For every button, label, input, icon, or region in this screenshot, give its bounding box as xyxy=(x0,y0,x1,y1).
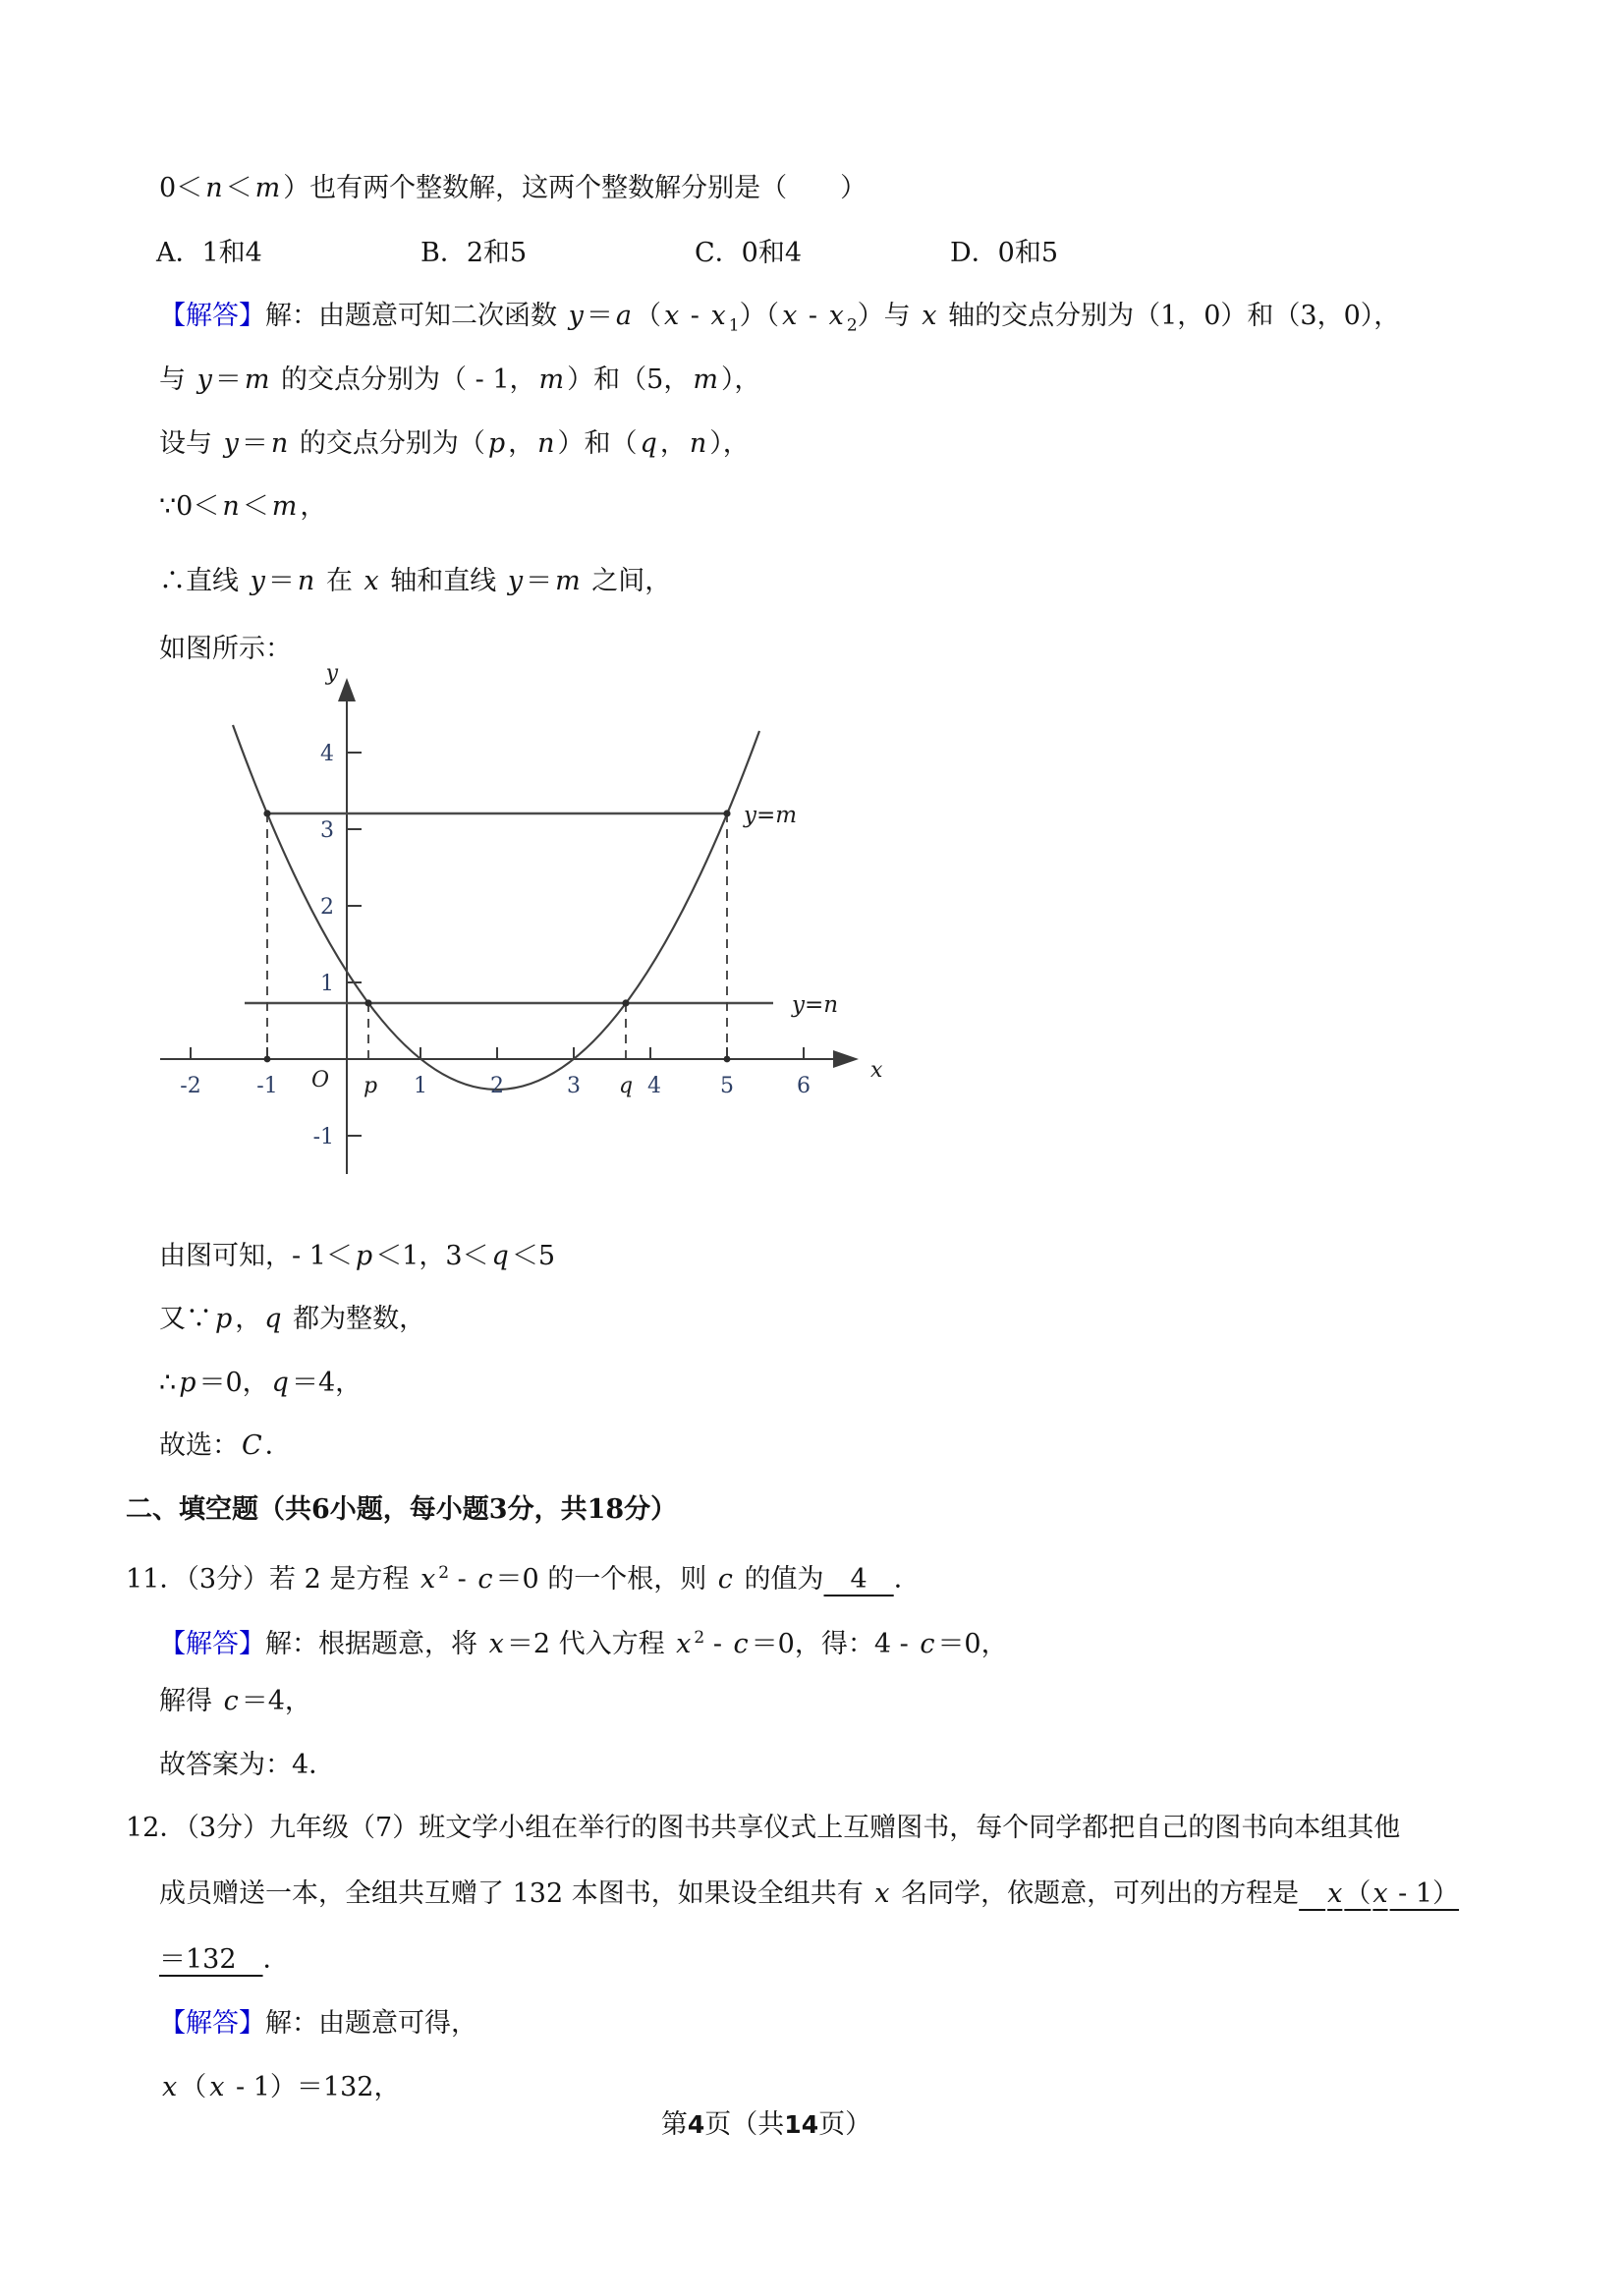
line-answer11-1 xyxy=(159,1618,1008,1664)
text-segment-p: 页（共 xyxy=(704,2109,785,2140)
text-segment-p: ． xyxy=(262,1944,290,1975)
text-segment-sup: 2 xyxy=(438,1563,450,1583)
text-segment-p: ∴ xyxy=(159,1368,177,1398)
text-segment-v: x xyxy=(874,1878,890,1909)
text-segment-v: q xyxy=(264,1304,282,1334)
text-segment-p: （ xyxy=(634,301,661,331)
text-segment-p: 轴的交点分别为（1，0）和（3，0）， xyxy=(939,301,1401,331)
text-segment-v: c xyxy=(733,1629,749,1659)
p-label: p xyxy=(363,1074,378,1098)
text-segment-v: x xyxy=(209,2072,225,2102)
text-segment-p: 成员赠送一本，全组共互赠了 132 本图书，如果设全组共有 xyxy=(159,1878,872,1909)
text-segment-p: 设与 xyxy=(159,428,221,459)
text-segment-p: ∴直线 xyxy=(159,566,248,596)
y-tick-marks xyxy=(347,753,362,1136)
text-segment-p: - xyxy=(704,1629,731,1659)
x-tick-label: -1 xyxy=(256,1074,278,1098)
text-segment-v: x xyxy=(162,2072,178,2102)
text-segment-p: ， xyxy=(508,428,535,459)
text-segment-v: c xyxy=(717,1564,733,1595)
line-question11 xyxy=(126,1553,921,1599)
y-tick-label: 3 xyxy=(320,818,334,843)
text-segment-v: y xyxy=(568,301,584,331)
text-segment-v: x xyxy=(782,301,798,331)
text-segment-p: 都为整数， xyxy=(284,1304,426,1334)
text-segment-p: 之间， xyxy=(583,566,672,596)
text-segment-p: ）， xyxy=(720,364,761,395)
text-segment-p: 解得 xyxy=(159,1686,221,1716)
text-segment-p: 12．（3分）九年级（7）班文学小组在举行的图书共享仪式上互赠图书，每个同学都把自己的图书向本组其他 xyxy=(126,1813,1401,1843)
y-tick-label: 1 xyxy=(320,972,334,996)
x-tick-label: 6 xyxy=(797,1074,811,1098)
text-segment-v: x xyxy=(710,301,726,331)
text-segment-p: - xyxy=(449,1564,476,1595)
text-segment-v: n xyxy=(222,491,240,522)
option-a: A．1和4 xyxy=(156,238,262,268)
text-segment-u: 4 xyxy=(823,1564,894,1595)
text-segment-sub: 1 xyxy=(728,315,740,336)
text-segment-p: ＝0， xyxy=(198,1368,269,1398)
parabola-figure xyxy=(0,629,923,1189)
option-d: D．0和5 xyxy=(950,238,1059,268)
intersection-dots xyxy=(263,810,730,1062)
text-segment-p: ）与 xyxy=(857,301,920,331)
x-tick-label: 5 xyxy=(720,1074,734,1098)
text-segment-b: 4 xyxy=(687,2110,705,2139)
text-segment-p: （ xyxy=(180,2072,207,2102)
text-segment-v: n xyxy=(205,173,223,203)
text-segment-v: c xyxy=(223,1686,239,1716)
line-answer10-3 xyxy=(159,424,750,464)
x-axis-arrow xyxy=(833,1050,859,1068)
q-label: q xyxy=(618,1074,634,1098)
text-segment-v: x xyxy=(922,301,937,331)
line-question12-1 xyxy=(126,1809,1400,1848)
axes xyxy=(160,688,841,1174)
text-segment-v: C xyxy=(242,1430,262,1461)
text-segment-v: m xyxy=(693,364,718,395)
text-segment-u xyxy=(1299,1878,1325,1909)
text-segment-v: q xyxy=(491,1241,509,1271)
line-question12-2 xyxy=(159,1875,1459,1914)
text-segment-p: - xyxy=(682,301,708,331)
text-segment-p: ， xyxy=(235,1304,262,1334)
page-footer xyxy=(661,2105,871,2145)
y-tick-label: 4 xyxy=(320,742,334,766)
text-segment-sub: 2 xyxy=(846,315,858,336)
x-tick-label: 1 xyxy=(414,1074,427,1098)
text-segment-v: p xyxy=(355,1241,373,1271)
text-segment-p: ＝ xyxy=(586,301,613,331)
line-answer12-2 xyxy=(159,2068,400,2107)
text-segment-p: ＝ xyxy=(241,428,268,459)
text-segment-blue: 【解答】 xyxy=(159,301,265,331)
text-segment-v: x xyxy=(420,1564,436,1595)
text-segment-p: ＝4， xyxy=(291,1368,363,1398)
text-segment-p: ＝ xyxy=(214,364,242,395)
text-segment-p: ＝0 的一个根，则 xyxy=(495,1564,715,1595)
text-segment-p: ∵0＜ xyxy=(159,491,220,522)
text-segment-v: x xyxy=(676,1629,692,1659)
text-segment-v: m xyxy=(244,364,270,395)
y-axis-arrow xyxy=(338,678,356,701)
text-segment-p: 故选： xyxy=(159,1430,239,1461)
text-segment-p: 11．（3分）若 2 是方程 xyxy=(126,1564,418,1595)
line-answer10-2 xyxy=(159,361,760,400)
x-tick-label: 4 xyxy=(647,1074,661,1098)
text-segment-p: ， xyxy=(659,428,687,459)
text-segment-v: n xyxy=(689,428,707,459)
text-segment-v: a xyxy=(615,301,632,331)
text-segment-p: 轴和直线 xyxy=(381,566,505,596)
x-tick-label: 3 xyxy=(567,1074,581,1098)
text-segment-p: 0＜ xyxy=(159,173,203,203)
text-segment-p: 名同学，依题意，可列出的方程是 xyxy=(892,1878,1300,1909)
section-heading-fill-in xyxy=(126,1490,677,1530)
text-segment-p: 的交点分别为（ - 1， xyxy=(272,364,536,395)
text-segment-p: 的值为 xyxy=(735,1564,824,1595)
text-segment-blue: 【解答】 xyxy=(159,1629,265,1659)
text-segment-v: n xyxy=(297,566,315,596)
text-segment-p: ＝4， xyxy=(241,1686,311,1716)
text-segment-p: ）（ xyxy=(739,301,780,331)
line-answer10-9 xyxy=(159,1364,362,1403)
text-segment-p: ）也有两个整数解，这两个整数解分别是（ ） xyxy=(283,173,867,203)
x-tick-marks xyxy=(191,1047,804,1059)
text-segment-p: ＝0， xyxy=(937,1629,1008,1659)
text-segment-p: 解：根据题意，将 xyxy=(265,1629,486,1659)
text-segment-v: n xyxy=(537,428,555,459)
text-segment-p: ． xyxy=(893,1564,921,1595)
dashed-guides xyxy=(267,813,727,1059)
text-segment-v: y xyxy=(507,566,524,596)
line-answer10-8 xyxy=(159,1300,425,1339)
line-answer10-5 xyxy=(159,562,671,601)
y-equals-m-label: y=m xyxy=(744,803,798,828)
line-answer10-4 xyxy=(159,487,326,527)
text-segment-p: 由图可知，- 1＜ xyxy=(159,1241,353,1271)
text-segment-h: 二、填空题（共6小题，每小题3分，共18分） xyxy=(126,1494,678,1525)
y-axis-label: y xyxy=(325,661,338,686)
text-segment-p: ＜1，3＜ xyxy=(375,1241,489,1271)
text-segment-v: m xyxy=(254,173,281,203)
text-segment-v: x xyxy=(488,1629,504,1659)
text-segment-b: 14 xyxy=(784,2110,819,2139)
line-answer12-1 xyxy=(159,2004,477,2044)
line-answer10-7 xyxy=(159,1237,555,1276)
text-segment-u: ＝132 xyxy=(159,1944,263,1975)
text-segment-v: q xyxy=(640,428,657,459)
text-segment-p: ＜ xyxy=(242,491,269,522)
origin-label: O xyxy=(310,1068,330,1092)
text-segment-p: 的交点分别为（ xyxy=(291,428,485,459)
option-b: B．2和5 xyxy=(420,238,528,268)
text-segment-p: 解：由题意可得， xyxy=(265,2008,477,2039)
text-segment-p: 故答案为：4． xyxy=(159,1750,336,1780)
line-question-stem-tail xyxy=(159,169,867,208)
text-segment-uv: x xyxy=(1372,1878,1388,1909)
y-tick-label: -1 xyxy=(312,1125,334,1149)
text-segment-v: p xyxy=(215,1304,233,1334)
text-segment-p: ）， xyxy=(709,428,750,459)
y-equals-n-label: y=n xyxy=(792,992,839,1018)
text-segment-p: ＝0，得：4 - xyxy=(751,1629,918,1659)
text-segment-u: - 1） xyxy=(1389,1878,1460,1909)
text-segment-p: 页） xyxy=(818,2109,872,2140)
text-segment-v: m xyxy=(538,364,565,395)
text-segment-p: ， xyxy=(300,491,327,522)
text-segment-p: 第 xyxy=(660,2109,688,2140)
text-segment-v: n xyxy=(270,428,289,459)
option-c: C．0和4 xyxy=(695,238,803,268)
text-segment-p: ＜5 xyxy=(511,1241,556,1271)
text-segment-p: 在 xyxy=(317,566,362,596)
text-segment-p: 又∵ xyxy=(159,1304,212,1334)
text-segment-v: p xyxy=(487,428,506,459)
x-tick-label: 2 xyxy=(490,1074,504,1098)
text-segment-u: （ xyxy=(1344,1878,1371,1909)
parabola-curve xyxy=(233,725,759,1090)
text-segment-p: ）和（ xyxy=(557,428,638,459)
line-answer10-1 xyxy=(159,297,1400,345)
text-segment-v: x xyxy=(663,301,680,331)
text-segment-p: ＝ xyxy=(267,566,295,596)
text-segment-v: y xyxy=(196,364,212,395)
line-question12-3 xyxy=(159,1940,290,1980)
text-segment-v: x xyxy=(828,301,844,331)
x-axis-label: x xyxy=(870,1058,883,1083)
text-segment-v: c xyxy=(920,1629,935,1659)
text-segment-v: p xyxy=(179,1368,196,1398)
text-segment-v: c xyxy=(477,1564,493,1595)
text-segment-p: 解：由题意可知二次函数 xyxy=(265,301,566,331)
text-segment-v: x xyxy=(364,566,379,596)
text-segment-v: m xyxy=(271,491,298,522)
text-segment-p: ＜ xyxy=(225,173,252,203)
text-segment-p: - 1）＝132， xyxy=(227,2072,401,2102)
text-segment-v: m xyxy=(555,566,581,596)
text-segment-p: - xyxy=(800,301,826,331)
line-answer10-conclusion xyxy=(159,1427,292,1466)
x-tick-label: -2 xyxy=(180,1074,201,1098)
line-answer11-2 xyxy=(159,1682,311,1721)
text-segment-p: ＝2 代入方程 xyxy=(506,1629,674,1659)
text-segment-uv: x xyxy=(1327,1878,1343,1909)
line-answer11-3 xyxy=(159,1746,335,1785)
text-segment-v: y xyxy=(250,566,265,596)
text-segment-p: ＝ xyxy=(526,566,553,596)
text-segment-p: 如图所示： xyxy=(159,634,292,664)
text-segment-p: ）和（5， xyxy=(567,364,691,395)
text-segment-v: q xyxy=(271,1368,289,1398)
y-tick-label: 2 xyxy=(320,895,334,920)
text-segment-blue: 【解答】 xyxy=(159,2008,265,2039)
text-segment-p: 与 xyxy=(159,364,195,395)
text-segment-sup: 2 xyxy=(694,1628,705,1648)
text-segment-v: y xyxy=(223,428,239,459)
text-segment-p: ． xyxy=(264,1430,292,1461)
